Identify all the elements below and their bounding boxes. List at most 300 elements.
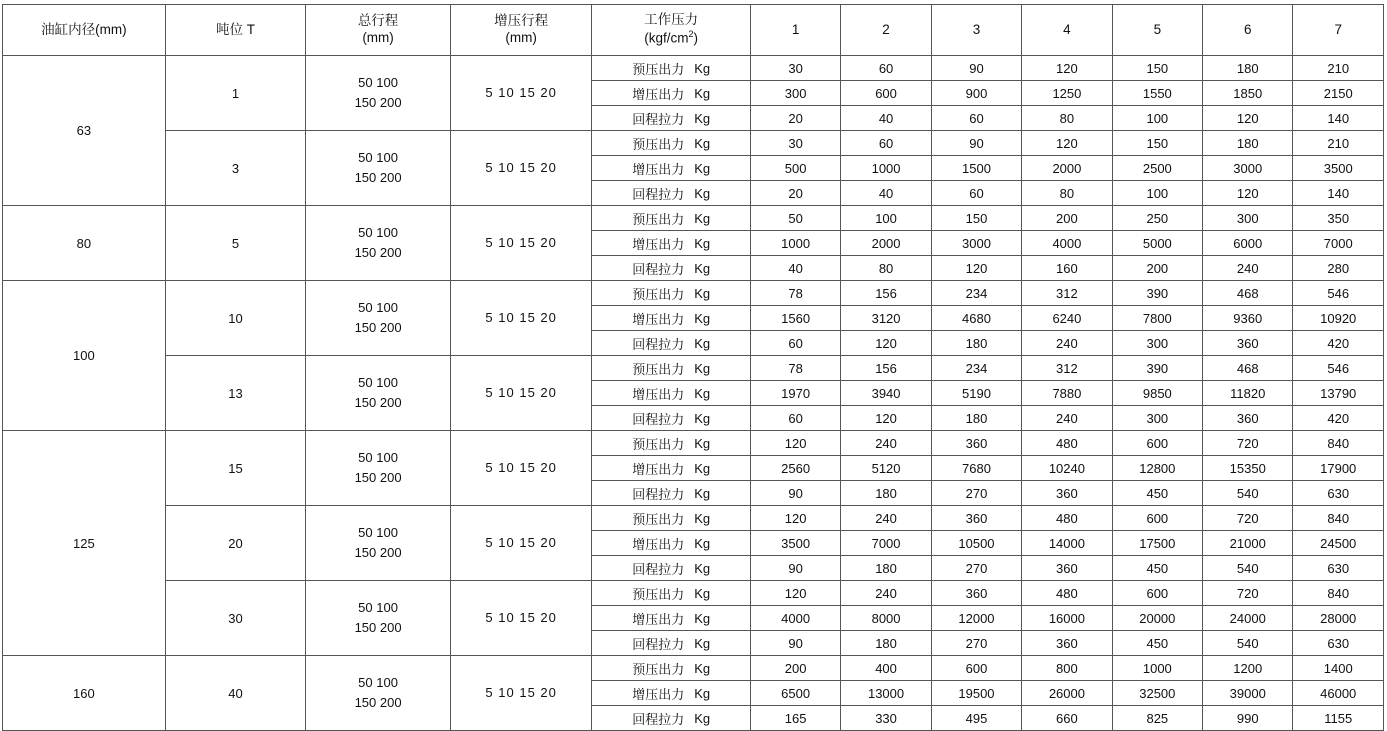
cell-value-7: 3500: [1293, 156, 1384, 181]
cell-value-5: 450: [1112, 481, 1202, 506]
cell-value-5: 390: [1112, 356, 1202, 381]
cell-value-3: 234: [931, 281, 1021, 306]
cell-value-1: 1970: [750, 381, 840, 406]
cell-value-5: 300: [1112, 406, 1202, 431]
cell-value-2: 60: [841, 131, 931, 156]
cell-bore: 63: [3, 56, 166, 206]
cell-value-7: 140: [1293, 106, 1384, 131]
cell-value-2: 3940: [841, 381, 931, 406]
pressure-label-text: 回程拉力: [632, 711, 685, 727]
cell-value-6: 39000: [1203, 681, 1293, 706]
stroke-line-1: 50 100: [358, 674, 398, 690]
cell-value-6: 468: [1203, 281, 1293, 306]
cell-value-4: 660: [1022, 706, 1112, 731]
cell-value-4: 120: [1022, 131, 1112, 156]
cell-value-2: 156: [841, 356, 931, 381]
cell-value-6: 540: [1203, 556, 1293, 581]
cell-tonnage: 10: [165, 281, 305, 356]
stroke-line-2: 150 200: [354, 320, 402, 335]
pressure-label-text: 增压出力: [632, 611, 685, 627]
pressure-label-text: 回程拉力: [632, 111, 685, 127]
cell-tonnage: 30: [165, 581, 305, 656]
cell-value-6: 21000: [1203, 531, 1293, 556]
header-bore: 油缸内径(mm): [3, 5, 166, 56]
cell-boost-stroke: [450, 131, 592, 206]
cell-value-1: 120: [750, 581, 840, 606]
pressure-label-unit: Kg: [694, 260, 711, 276]
header-work-pressure-label: 工作压力: [644, 12, 699, 28]
pressure-label-text: 增压出力: [632, 461, 685, 477]
cell-pressure-label: [592, 481, 751, 506]
pressure-label-unit: Kg: [694, 235, 711, 251]
cell-total-stroke: [306, 431, 451, 506]
boost-line: 5 10 15 20: [485, 534, 557, 550]
cell-value-5: 150: [1112, 56, 1202, 81]
cylinder-spec-table: [2, 4, 1384, 731]
pressure-label-unit: Kg: [694, 60, 711, 76]
header-col-7: 7: [1293, 5, 1384, 56]
header-boost-stroke-unit: (mm): [505, 30, 537, 45]
header-work-pressure-unit: [592, 29, 750, 47]
pressure-label-text: 预压出力: [632, 511, 685, 527]
cell-value-3: 120: [931, 256, 1021, 281]
cell-value-2: 7000: [841, 531, 931, 556]
stroke-line-1: 50 100: [358, 299, 398, 315]
cell-value-6: 15350: [1203, 456, 1293, 481]
cell-value-5: 600: [1112, 431, 1202, 456]
cell-value-1: 1000: [750, 231, 840, 256]
cell-total-stroke: [306, 581, 451, 656]
cell-value-3: 150: [931, 206, 1021, 231]
cell-value-2: 1000: [841, 156, 931, 181]
cell-value-3: 600: [931, 656, 1021, 681]
cell-pressure-label: [592, 256, 751, 281]
cell-value-5: 9850: [1112, 381, 1202, 406]
table-row: [3, 56, 1384, 81]
pressure-label-text: 预压出力: [632, 661, 685, 677]
cell-value-3: 180: [931, 406, 1021, 431]
cell-pressure-label: [592, 56, 751, 81]
cell-value-3: 270: [931, 631, 1021, 656]
cell-value-5: 825: [1112, 706, 1202, 731]
cell-total-stroke: [306, 206, 451, 281]
pressure-label-unit: Kg: [694, 85, 711, 101]
cell-tonnage: 15: [165, 431, 305, 506]
stroke-line-2: 150 200: [354, 245, 402, 260]
cell-value-6: 990: [1203, 706, 1293, 731]
cell-value-6: 24000: [1203, 606, 1293, 631]
boost-line: 5 10 15 20: [485, 684, 557, 700]
pressure-label-unit: Kg: [694, 410, 711, 426]
cell-value-4: 800: [1022, 656, 1112, 681]
pressure-label-unit: Kg: [694, 210, 711, 226]
header-col-5: 5: [1112, 5, 1202, 56]
pressure-label-unit: Kg: [694, 585, 711, 601]
cell-value-5: 200: [1112, 256, 1202, 281]
cell-pressure-label: [592, 381, 751, 406]
stroke-line-2: 150 200: [354, 620, 402, 635]
cell-value-5: 20000: [1112, 606, 1202, 631]
cell-pressure-label: [592, 706, 751, 731]
cell-value-2: 2000: [841, 231, 931, 256]
stroke-line-2: 150 200: [354, 695, 402, 710]
cell-value-6: 540: [1203, 631, 1293, 656]
stroke-line-1: 50 100: [358, 524, 398, 540]
boost-line: 5 10 15 20: [485, 459, 557, 475]
cell-value-1: 50: [750, 206, 840, 231]
cell-pressure-label: [592, 81, 751, 106]
cell-bore: 125: [3, 431, 166, 656]
cell-value-5: 390: [1112, 281, 1202, 306]
cell-boost-stroke: [450, 206, 592, 281]
pressure-label-text: 增压出力: [632, 536, 685, 552]
table-row: [3, 281, 1384, 306]
cell-value-2: 100: [841, 206, 931, 231]
pressure-label-unit: Kg: [694, 685, 711, 701]
cell-value-4: 2000: [1022, 156, 1112, 181]
cell-value-3: 495: [931, 706, 1021, 731]
cell-tonnage: 40: [165, 656, 305, 731]
cell-pressure-label: [592, 331, 751, 356]
pressure-label-text: 预压出力: [632, 136, 685, 152]
cell-tonnage: 3: [165, 131, 305, 206]
cell-value-3: 900: [931, 81, 1021, 106]
cell-value-5: 450: [1112, 631, 1202, 656]
cell-pressure-label: [592, 406, 751, 431]
pressure-label-text: 预压出力: [632, 61, 685, 77]
cell-value-6: 468: [1203, 356, 1293, 381]
cell-tonnage: 1: [165, 56, 305, 131]
cell-value-7: 10920: [1293, 306, 1384, 331]
cell-value-1: 30: [750, 131, 840, 156]
cell-value-1: 120: [750, 506, 840, 531]
pressure-label-text: 预压出力: [632, 361, 685, 377]
cell-value-1: 165: [750, 706, 840, 731]
cell-value-2: 60: [841, 56, 931, 81]
cell-value-5: 600: [1112, 581, 1202, 606]
cell-value-5: 450: [1112, 556, 1202, 581]
cell-value-3: 60: [931, 106, 1021, 131]
cell-value-2: 240: [841, 431, 931, 456]
cell-value-1: 300: [750, 81, 840, 106]
cell-value-6: 720: [1203, 506, 1293, 531]
cell-value-6: 9360: [1203, 306, 1293, 331]
cell-value-6: 720: [1203, 431, 1293, 456]
cell-value-6: 6000: [1203, 231, 1293, 256]
cell-value-3: 360: [931, 431, 1021, 456]
cell-value-6: 1850: [1203, 81, 1293, 106]
cell-value-7: 210: [1293, 131, 1384, 156]
pressure-label-unit: Kg: [694, 660, 711, 676]
cell-value-7: 140: [1293, 181, 1384, 206]
stroke-line-2: 150 200: [354, 95, 402, 110]
cell-value-7: 630: [1293, 631, 1384, 656]
pressure-label-text: 预压出力: [632, 436, 685, 452]
header-boost-stroke: [450, 5, 592, 56]
cell-value-5: 100: [1112, 106, 1202, 131]
cell-value-4: 480: [1022, 431, 1112, 456]
cell-value-7: 28000: [1293, 606, 1384, 631]
cell-value-5: 5000: [1112, 231, 1202, 256]
table-row: [3, 131, 1384, 156]
cell-value-7: 546: [1293, 356, 1384, 381]
cell-value-4: 160: [1022, 256, 1112, 281]
cell-value-3: 270: [931, 481, 1021, 506]
pressure-label-unit: Kg: [694, 385, 711, 401]
pressure-label-unit: Kg: [694, 185, 711, 201]
pressure-label-unit: Kg: [694, 160, 711, 176]
boost-line: 5 10 15 20: [485, 159, 557, 175]
cell-value-3: 19500: [931, 681, 1021, 706]
cell-value-6: 300: [1203, 206, 1293, 231]
cell-value-2: 80: [841, 256, 931, 281]
header-col-4: 4: [1022, 5, 1112, 56]
cell-pressure-label: [592, 356, 751, 381]
boost-line: 5 10 15 20: [485, 84, 557, 100]
cell-value-3: 4680: [931, 306, 1021, 331]
pressure-label-unit: Kg: [694, 560, 711, 576]
cell-value-1: 90: [750, 631, 840, 656]
cell-value-2: 240: [841, 506, 931, 531]
cell-value-7: 420: [1293, 406, 1384, 431]
cell-pressure-label: [592, 531, 751, 556]
cell-pressure-label: [592, 456, 751, 481]
cell-value-4: 200: [1022, 206, 1112, 231]
cell-boost-stroke: [450, 281, 592, 356]
cell-total-stroke: [306, 506, 451, 581]
cell-total-stroke: [306, 281, 451, 356]
header-row: [3, 5, 1384, 56]
cell-bore: 160: [3, 656, 166, 731]
cell-value-7: 420: [1293, 331, 1384, 356]
cell-boost-stroke: [450, 506, 592, 581]
cell-value-3: 12000: [931, 606, 1021, 631]
cell-value-6: 3000: [1203, 156, 1293, 181]
cell-pressure-label: [592, 556, 751, 581]
cell-value-5: 2500: [1112, 156, 1202, 181]
cell-value-7: 840: [1293, 506, 1384, 531]
cell-value-2: 156: [841, 281, 931, 306]
cell-pressure-label: [592, 506, 751, 531]
cell-value-2: 13000: [841, 681, 931, 706]
pressure-label-text: 预压出力: [632, 586, 685, 602]
cell-value-7: 840: [1293, 581, 1384, 606]
cell-value-5: 32500: [1112, 681, 1202, 706]
cell-value-7: 630: [1293, 556, 1384, 581]
cell-value-1: 20: [750, 181, 840, 206]
pressure-label-text: 增压出力: [632, 386, 685, 402]
cell-value-3: 60: [931, 181, 1021, 206]
pressure-label-unit: Kg: [694, 110, 711, 126]
pressure-label-unit: Kg: [694, 485, 711, 501]
cell-value-2: 240: [841, 581, 931, 606]
unit-pre: (kgf/cm: [644, 30, 689, 46]
cell-pressure-label: [592, 156, 751, 181]
cell-pressure-label: [592, 206, 751, 231]
pressure-label-unit: Kg: [694, 510, 711, 526]
cell-value-2: 180: [841, 481, 931, 506]
header-total-stroke-unit: (mm): [362, 30, 394, 45]
cell-value-3: 7680: [931, 456, 1021, 481]
cell-value-4: 312: [1022, 356, 1112, 381]
cell-value-6: 180: [1203, 56, 1293, 81]
table-row: [3, 506, 1384, 531]
cell-total-stroke: [306, 356, 451, 431]
cell-value-2: 400: [841, 656, 931, 681]
cell-value-1: 500: [750, 156, 840, 181]
header-total-stroke: [306, 5, 451, 56]
cell-tonnage: 20: [165, 506, 305, 581]
cell-value-2: 40: [841, 106, 931, 131]
cell-boost-stroke: [450, 581, 592, 656]
cell-bore: 100: [3, 281, 166, 431]
stroke-line-1: 50 100: [358, 149, 398, 165]
cell-value-3: 1500: [931, 156, 1021, 181]
boost-line: 5 10 15 20: [485, 309, 557, 325]
cell-bore: 80: [3, 206, 166, 281]
cell-value-7: 1155: [1293, 706, 1384, 731]
cell-value-7: 546: [1293, 281, 1384, 306]
cell-value-7: 17900: [1293, 456, 1384, 481]
cell-value-1: 60: [750, 406, 840, 431]
pressure-label-text: 回程拉力: [632, 261, 685, 277]
cell-value-4: 16000: [1022, 606, 1112, 631]
header-col-2: 2: [841, 5, 931, 56]
table-row: [3, 656, 1384, 681]
cell-value-2: 120: [841, 406, 931, 431]
cell-value-2: 5120: [841, 456, 931, 481]
boost-line: 5 10 15 20: [485, 384, 557, 400]
cell-pressure-label: [592, 431, 751, 456]
cell-value-1: 30: [750, 56, 840, 81]
cell-value-7: 1400: [1293, 656, 1384, 681]
pressure-label-unit: Kg: [694, 285, 711, 301]
cell-pressure-label: [592, 106, 751, 131]
table-row: [3, 356, 1384, 381]
cell-total-stroke: [306, 131, 451, 206]
cell-total-stroke: [306, 56, 451, 131]
cell-boost-stroke: [450, 356, 592, 431]
cell-value-6: 240: [1203, 256, 1293, 281]
cell-value-5: 600: [1112, 506, 1202, 531]
cell-value-7: 350: [1293, 206, 1384, 231]
cell-value-2: 120: [841, 331, 931, 356]
cell-value-7: 280: [1293, 256, 1384, 281]
boost-line: 5 10 15 20: [485, 609, 557, 625]
cell-boost-stroke: [450, 56, 592, 131]
cell-value-5: 7800: [1112, 306, 1202, 331]
cell-value-6: 540: [1203, 481, 1293, 506]
stroke-line-1: 50 100: [358, 74, 398, 90]
cell-boost-stroke: [450, 656, 592, 731]
cell-value-4: 14000: [1022, 531, 1112, 556]
cell-value-3: 3000: [931, 231, 1021, 256]
pressure-label-text: 预压出力: [632, 211, 685, 227]
cell-value-4: 360: [1022, 481, 1112, 506]
cell-value-2: 40: [841, 181, 931, 206]
pressure-label-text: 回程拉力: [632, 411, 685, 427]
stroke-line-2: 150 200: [354, 545, 402, 560]
cell-value-3: 180: [931, 331, 1021, 356]
cell-pressure-label: [592, 131, 751, 156]
cell-value-6: 1200: [1203, 656, 1293, 681]
cell-value-2: 3120: [841, 306, 931, 331]
header-col-3: 3: [931, 5, 1021, 56]
cell-value-2: 330: [841, 706, 931, 731]
cell-value-1: 200: [750, 656, 840, 681]
cell-value-4: 360: [1022, 556, 1112, 581]
header-tonnage: 吨位 T: [165, 5, 305, 56]
cell-value-4: 6240: [1022, 306, 1112, 331]
cell-value-4: 480: [1022, 506, 1112, 531]
cell-value-1: 1560: [750, 306, 840, 331]
stroke-line-2: 150 200: [354, 395, 402, 410]
cell-value-2: 8000: [841, 606, 931, 631]
table-row: [3, 431, 1384, 456]
cell-value-5: 150: [1112, 131, 1202, 156]
cell-pressure-label: [592, 631, 751, 656]
cell-value-4: 240: [1022, 331, 1112, 356]
pressure-label-text: 预压出力: [632, 286, 685, 302]
pressure-label-text: 增压出力: [632, 236, 685, 252]
table-body: [3, 56, 1384, 731]
cell-value-1: 120: [750, 431, 840, 456]
cell-value-2: 600: [841, 81, 931, 106]
cell-value-3: 90: [931, 131, 1021, 156]
cell-value-4: 120: [1022, 56, 1112, 81]
cell-value-3: 90: [931, 56, 1021, 81]
pressure-label-text: 增压出力: [632, 86, 685, 102]
cell-pressure-label: [592, 231, 751, 256]
cell-value-4: 80: [1022, 106, 1112, 131]
cell-value-4: 240: [1022, 406, 1112, 431]
unit-post: ): [693, 30, 699, 46]
cell-value-5: 250: [1112, 206, 1202, 231]
cell-pressure-label: [592, 606, 751, 631]
cell-pressure-label: [592, 681, 751, 706]
cell-value-2: 180: [841, 556, 931, 581]
table-header: [3, 5, 1384, 56]
header-col-6: 6: [1203, 5, 1293, 56]
pressure-label-unit: Kg: [694, 635, 711, 651]
cell-value-6: 180: [1203, 131, 1293, 156]
stroke-line-1: 50 100: [358, 374, 398, 390]
cell-value-2: 180: [841, 631, 931, 656]
unit-sup: 2: [688, 29, 694, 40]
pressure-label-unit: Kg: [694, 335, 711, 351]
cell-value-4: 4000: [1022, 231, 1112, 256]
cell-value-1: 90: [750, 481, 840, 506]
header-boost-stroke-label: 增压行程: [494, 13, 549, 29]
cell-pressure-label: [592, 181, 751, 206]
pressure-label-text: 回程拉力: [632, 336, 685, 352]
cell-value-3: 5190: [931, 381, 1021, 406]
cell-value-6: 11820: [1203, 381, 1293, 406]
cell-value-4: 10240: [1022, 456, 1112, 481]
cell-value-5: 12800: [1112, 456, 1202, 481]
cell-value-7: 46000: [1293, 681, 1384, 706]
cell-value-4: 1250: [1022, 81, 1112, 106]
pressure-label-text: 回程拉力: [632, 636, 685, 652]
cell-value-6: 360: [1203, 331, 1293, 356]
cell-pressure-label: [592, 306, 751, 331]
cell-value-7: 210: [1293, 56, 1384, 81]
header-work-pressure: [592, 5, 751, 56]
stroke-line-2: 150 200: [354, 470, 402, 485]
cell-tonnage: 13: [165, 356, 305, 431]
cell-value-1: 3500: [750, 531, 840, 556]
cell-value-3: 270: [931, 556, 1021, 581]
